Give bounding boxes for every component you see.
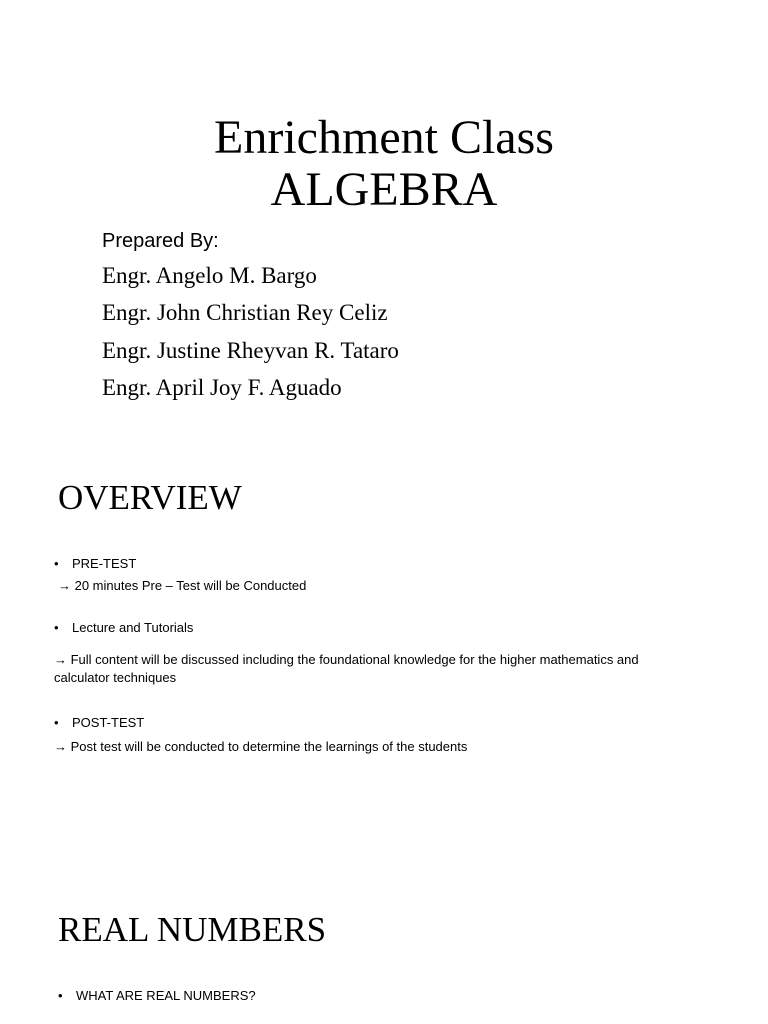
bullet-icon: •: [54, 556, 59, 571]
bullet-icon: •: [58, 988, 63, 1003]
author-name: Engr. Angelo M. Bargo: [102, 263, 317, 288]
bullet-label: PRE-TEST: [72, 556, 137, 571]
author-name: Engr. Justine Rheyvan R. Tataro: [102, 338, 399, 363]
overview-bullet-posttest: [54, 715, 144, 730]
author-name: Engr. John Christian Rey Celiz: [102, 300, 388, 325]
bullet-icon: •: [54, 715, 59, 730]
overview-detail-pretest: → 20 minutes Pre – Test will be Conducted: [58, 578, 307, 593]
overview-bullet-pretest: [54, 556, 136, 571]
real-numbers-bullet: [58, 988, 256, 1003]
overview-heading: OVERVIEW: [58, 478, 242, 517]
bullet-icon: •: [54, 620, 59, 635]
overview-detail-posttest: → Post test will be conducted to determine the learnings of the students: [54, 739, 468, 754]
author-name: Engr. April Joy F. Aguado: [102, 375, 342, 400]
real-numbers-heading: REAL NUMBERS: [58, 910, 327, 949]
bullet-label: Lecture and Tutorials: [72, 620, 194, 635]
bullet-label: WHAT ARE REAL NUMBERS?: [76, 988, 256, 1003]
overview-detail-lecture: → Full content will be discussed including the foundational knowledge for the higher mathematics and calculator techniques: [54, 652, 639, 685]
prepared-by-label: Prepared By:: [102, 230, 219, 252]
title-line-1: Enrichment Class: [214, 111, 554, 164]
bullet-label: POST-TEST: [72, 715, 145, 730]
title-line-2: ALGEBRA: [270, 163, 498, 216]
overview-bullet-lecture: [54, 620, 193, 635]
title-block: [0, 112, 768, 216]
